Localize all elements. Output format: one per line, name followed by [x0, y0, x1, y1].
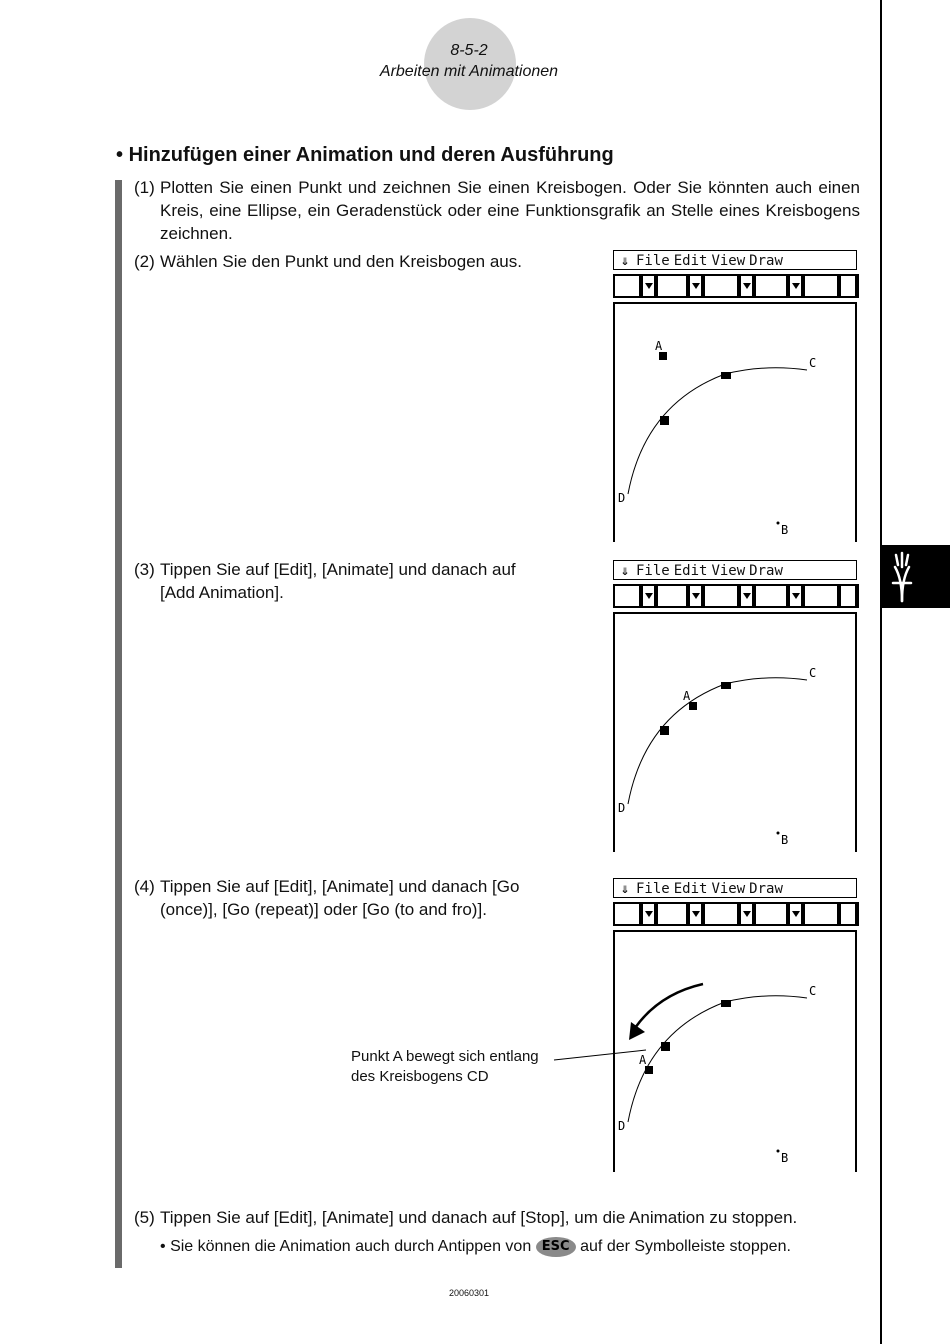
step-text: Tippen Sie auf [Edit], [Animate] und danach auf [Add Animation].	[160, 560, 516, 602]
point-a-label: A	[683, 689, 691, 703]
dropdown-icon[interactable]	[790, 276, 801, 296]
point-d-label: D	[618, 491, 626, 505]
step-number: (3)	[134, 560, 155, 579]
step-1	[134, 176, 860, 246]
step-5	[134, 1206, 864, 1230]
menu-draw[interactable]: Draw	[749, 881, 783, 897]
point-a-label: A	[655, 339, 663, 353]
menu-bar	[613, 250, 857, 270]
triangle-tool-icon[interactable]	[705, 276, 737, 296]
menu-edit[interactable]: Edit	[673, 563, 708, 579]
triangle-tool-icon[interactable]	[705, 904, 737, 924]
section-title-text: Hinzufügen einer Animation und deren Ausführung	[128, 144, 614, 166]
bullet-text-after: auf der Symbolleiste stoppen.	[580, 1238, 791, 1255]
point-d-label: D	[618, 1119, 626, 1133]
point-c-label: C	[809, 984, 817, 998]
toolbar	[613, 584, 859, 608]
arc-handle[interactable]	[660, 726, 669, 735]
arc-handle[interactable]	[721, 372, 731, 379]
point-b-marker[interactable]	[777, 522, 780, 525]
dropdown-icon[interactable]	[741, 904, 752, 924]
dropdown-icon[interactable]	[643, 276, 654, 296]
menu-chevron-icon[interactable]: ⇓	[620, 253, 630, 269]
bullet-icon: •	[160, 1238, 166, 1255]
point-a-marker[interactable]	[659, 352, 667, 360]
step-number: (2)	[134, 252, 155, 271]
motion-arrow	[635, 984, 703, 1028]
menu-bar	[613, 878, 857, 898]
calculator-screen-1	[613, 250, 859, 542]
step-4	[134, 875, 564, 923]
scroll-right-icon[interactable]	[841, 586, 855, 606]
esc-key-icon: ESC	[536, 1237, 576, 1257]
callout-line-1: Punkt A bewegt sich entlang	[351, 1048, 539, 1065]
drawing-canvas[interactable]	[613, 302, 857, 542]
menu-file[interactable]: File	[636, 253, 670, 269]
menu-chevron-icon[interactable]: ⇓	[620, 563, 630, 579]
menu-view[interactable]: View	[711, 881, 746, 897]
arc-handle[interactable]	[660, 416, 669, 425]
geometry-chapter-icon	[881, 545, 950, 608]
perpendicular-tool-icon[interactable]	[756, 586, 786, 606]
dropdown-icon[interactable]	[643, 904, 654, 924]
point-b-marker[interactable]	[777, 1150, 780, 1153]
step-text: Plotten Sie einen Punkt und zeichnen Sie einen Kreisbogen. Oder Sie könnten auch einen Kreis, eine Ellipse, ein Geradenstück oder eine Funktionsgrafik an Stelle eines Kreisbogens zeichnen.	[160, 178, 860, 243]
select-tool-icon[interactable]	[615, 276, 639, 296]
dropdown-icon[interactable]	[741, 276, 752, 296]
point-d-label: D	[618, 801, 626, 815]
step-2	[134, 250, 594, 274]
step-number: (5)	[134, 1208, 155, 1227]
calculator-screen-2	[613, 560, 859, 852]
callout	[351, 1047, 539, 1087]
arc-handle[interactable]	[661, 1042, 670, 1051]
dropdown-icon[interactable]	[690, 276, 701, 296]
callout-line-2: des Kreisbogens CD	[351, 1068, 489, 1085]
menu-edit[interactable]: Edit	[673, 253, 708, 269]
point-tool-icon[interactable]	[658, 586, 686, 606]
menu-view[interactable]: View	[711, 563, 746, 579]
arc[interactable]	[628, 368, 807, 494]
toolbar	[613, 274, 859, 298]
point-c-label: C	[809, 666, 817, 680]
step-text: Tippen Sie auf [Edit], [Animate] und danach auf [Stop], um die Animation zu stoppen.	[160, 1208, 798, 1227]
footer-code: 20060301	[448, 1288, 490, 1298]
point-b-marker[interactable]	[777, 832, 780, 835]
section-heading	[116, 144, 614, 167]
grid-tool-icon[interactable]	[805, 276, 837, 296]
bullet-text-before: Sie können die Animation auch durch Antippen von	[170, 1238, 532, 1255]
select-tool-icon[interactable]	[615, 586, 639, 606]
grid-tool-icon[interactable]	[805, 904, 837, 924]
point-a-marker[interactable]	[689, 702, 697, 710]
step-number: (1)	[134, 178, 155, 197]
page-number: 8-5-2	[450, 42, 488, 59]
scroll-right-icon[interactable]	[841, 904, 855, 924]
dropdown-icon[interactable]	[741, 586, 752, 606]
arc[interactable]	[628, 678, 807, 804]
dropdown-icon[interactable]	[690, 904, 701, 924]
perpendicular-tool-icon[interactable]	[756, 904, 786, 924]
drawing-canvas[interactable]	[613, 612, 857, 852]
bullet-icon: •	[116, 144, 124, 166]
step-number: (4)	[134, 877, 155, 896]
select-tool-icon[interactable]	[615, 904, 639, 924]
arc-handle[interactable]	[721, 682, 731, 689]
dropdown-icon[interactable]	[643, 586, 654, 606]
menu-edit[interactable]: Edit	[673, 881, 708, 897]
chapter-tab	[881, 545, 950, 608]
point-tool-icon[interactable]	[658, 904, 686, 924]
scroll-right-icon[interactable]	[841, 276, 855, 296]
grid-tool-icon[interactable]	[805, 586, 837, 606]
point-a-label: A	[639, 1053, 647, 1067]
menu-chevron-icon[interactable]: ⇓	[620, 881, 630, 897]
triangle-tool-icon[interactable]	[705, 586, 737, 606]
menu-draw[interactable]: Draw	[749, 253, 783, 269]
section-bar	[115, 180, 122, 1268]
calculator-screen-3	[613, 878, 859, 1170]
point-b-label: B	[781, 523, 789, 537]
menu-view[interactable]: View	[711, 253, 746, 269]
menu-bar	[613, 560, 857, 580]
point-tool-icon[interactable]	[658, 276, 686, 296]
step-3	[134, 558, 554, 606]
callout-leader-line	[550, 1048, 650, 1064]
menu-file[interactable]: File	[636, 881, 670, 897]
menu-draw[interactable]: Draw	[749, 563, 783, 579]
bullet-note	[160, 1235, 791, 1259]
arc-handle[interactable]	[721, 1000, 731, 1007]
dropdown-icon[interactable]	[790, 586, 801, 606]
point-b-label: B	[781, 833, 789, 847]
point-c-label: C	[809, 356, 817, 370]
point-b-label: B	[781, 1151, 789, 1165]
page-title: Arbeiten mit Animationen	[379, 63, 559, 80]
menu-file[interactable]: File	[636, 563, 670, 579]
arc[interactable]	[628, 996, 807, 1122]
step-text: Wählen Sie den Punkt und den Kreisbogen aus.	[160, 252, 522, 271]
margin-rule	[880, 0, 882, 1344]
perpendicular-tool-icon[interactable]	[756, 276, 786, 296]
point-a-marker[interactable]	[645, 1066, 653, 1074]
toolbar	[613, 902, 859, 926]
step-text: Tippen Sie auf [Edit], [Animate] und danach [Go (once)], [Go (repeat)] oder [Go (to and fro)].	[160, 877, 520, 919]
dropdown-icon[interactable]	[690, 586, 701, 606]
dropdown-icon[interactable]	[790, 904, 801, 924]
